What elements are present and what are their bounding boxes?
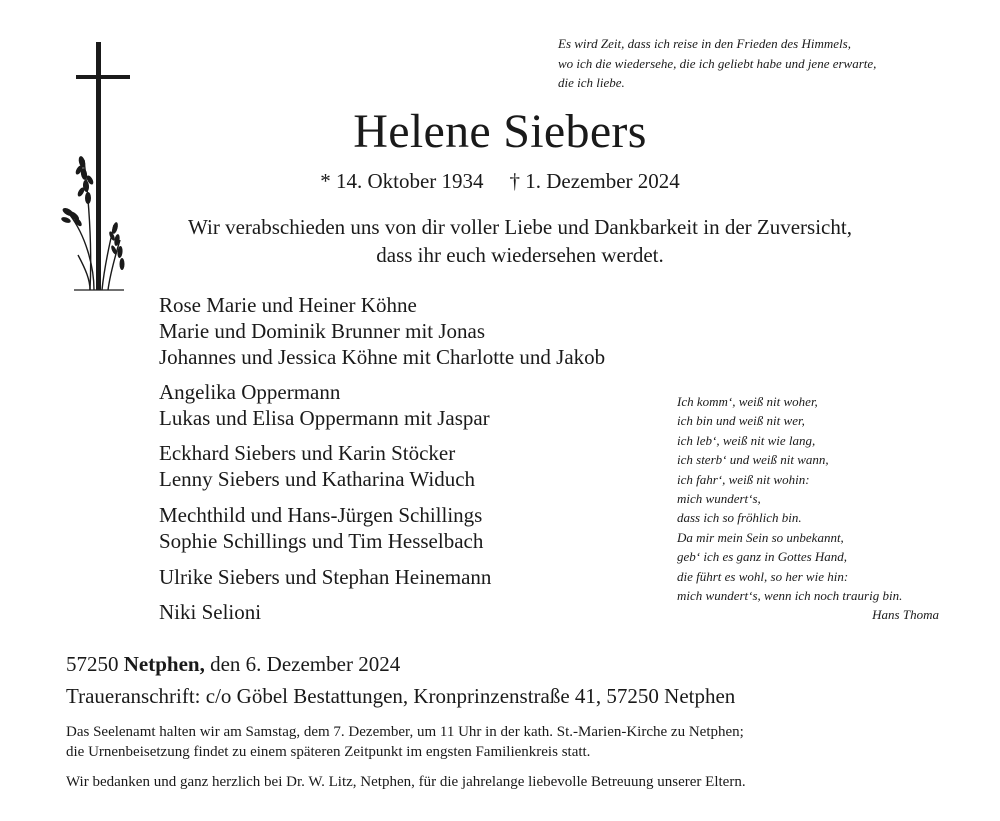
mourner-line: Lenny Siebers und Katharina Widuch — [159, 467, 476, 491]
farewell-line: Wir verabschieden uns von dir voller Liebe und Dankbarkeit in der Zuversicht, — [188, 215, 852, 239]
mourner-line: Niki Selioni — [159, 600, 262, 624]
notice-line: Das Seelenamt halten wir am Samstag, dem 7. Dezember, um 11 Uhr in der kath. St.-Marien-Kirche zu Netphen; — [66, 724, 744, 740]
poem-line: mich wundert‘s, — [677, 491, 761, 507]
mourner-line: Eckhard Siebers und Karin Stöcker — [159, 441, 456, 465]
poem-line: ich leb‘, weiß nit wie lang, — [677, 432, 816, 448]
poem-line: Ich komm‘, weiß nit woher, — [677, 394, 818, 409]
poem-line: Da mir mein Sein so unbekannt, — [677, 529, 844, 545]
condolence-address: Traueranschrift: c/o Göbel Bestattungen, Kronprinzenstraße 41, 57250 Netphen — [66, 684, 736, 708]
town-name: Netphen, — [123, 652, 205, 676]
mourner-line: Ulrike Siebers und Stephan Heinemann — [159, 565, 492, 589]
place-date — [66, 650, 400, 678]
mourner-line: Sophie Schillings und Tim Hesselbach — [159, 529, 484, 553]
publish-date: den 6. Dezember 2024 — [210, 652, 401, 676]
poem-line: ich bin und weiß nit wer, — [677, 413, 805, 429]
mourner-line: Rose Marie und Heiner Köhne — [159, 293, 417, 317]
poem-line: ich fahr‘, weiß nit wohin: — [677, 471, 810, 487]
thanks-text: Wir bedanken und ganz herzlich bei Dr. W. Litz, Netphen, für die jahrelange liebevolle Betreuung unserer Eltern. — [66, 774, 746, 790]
birth-date: * 14. Oktober 1934 — [320, 169, 484, 193]
quote-line: Es wird Zeit, dass ich reise in den Frieden des Himmels, — [558, 36, 851, 51]
mourner-line: Angelika Oppermann — [159, 380, 341, 404]
poem-line: ich sterb‘ und weiß nit wann, — [677, 452, 829, 468]
mourner-line: Johannes und Jessica Köhne mit Charlotte und Jakob — [159, 345, 606, 369]
opening-quote — [558, 34, 978, 93]
quote-line: die ich liebe. — [558, 75, 625, 90]
mourner-line: Marie und Dominik Brunner mit Jonas — [159, 319, 486, 343]
death-date: † 1. Dezember 2024 — [509, 169, 680, 193]
poem-line: mich wundert‘s, wenn ich noch traurig bin. — [677, 588, 903, 604]
zip-code: 57250 — [66, 652, 119, 676]
service-notice — [66, 722, 744, 762]
mourner-line: Lukas und Elisa Oppermann mit Jaspar — [159, 406, 490, 430]
life-dates — [0, 167, 1000, 195]
quote-line: wo ich die wiedersehe, die ich geliebt habe und jene erwarte, — [558, 55, 877, 71]
poem-line: geb‘ ich es ganz in Gottes Hand, — [677, 549, 848, 565]
farewell-line: dass ihr euch wiedersehen werdet. — [376, 243, 664, 267]
farewell-text — [100, 213, 940, 269]
poem — [677, 392, 967, 625]
deceased-name: Helene Siebers — [353, 105, 647, 158]
notice-line: die Urnenbeisetzung findet zu einem späteren Zeitpunkt im engsten Familienkreis statt. — [66, 744, 591, 760]
mourner-line: Mechthild und Hans-Jürgen Schillings — [159, 503, 483, 527]
poem-author: Hans Thoma — [872, 607, 939, 623]
poem-line: die führt es wohl, so her wie hin: — [677, 568, 849, 584]
poem-line: dass ich so fröhlich bin. — [677, 510, 802, 526]
